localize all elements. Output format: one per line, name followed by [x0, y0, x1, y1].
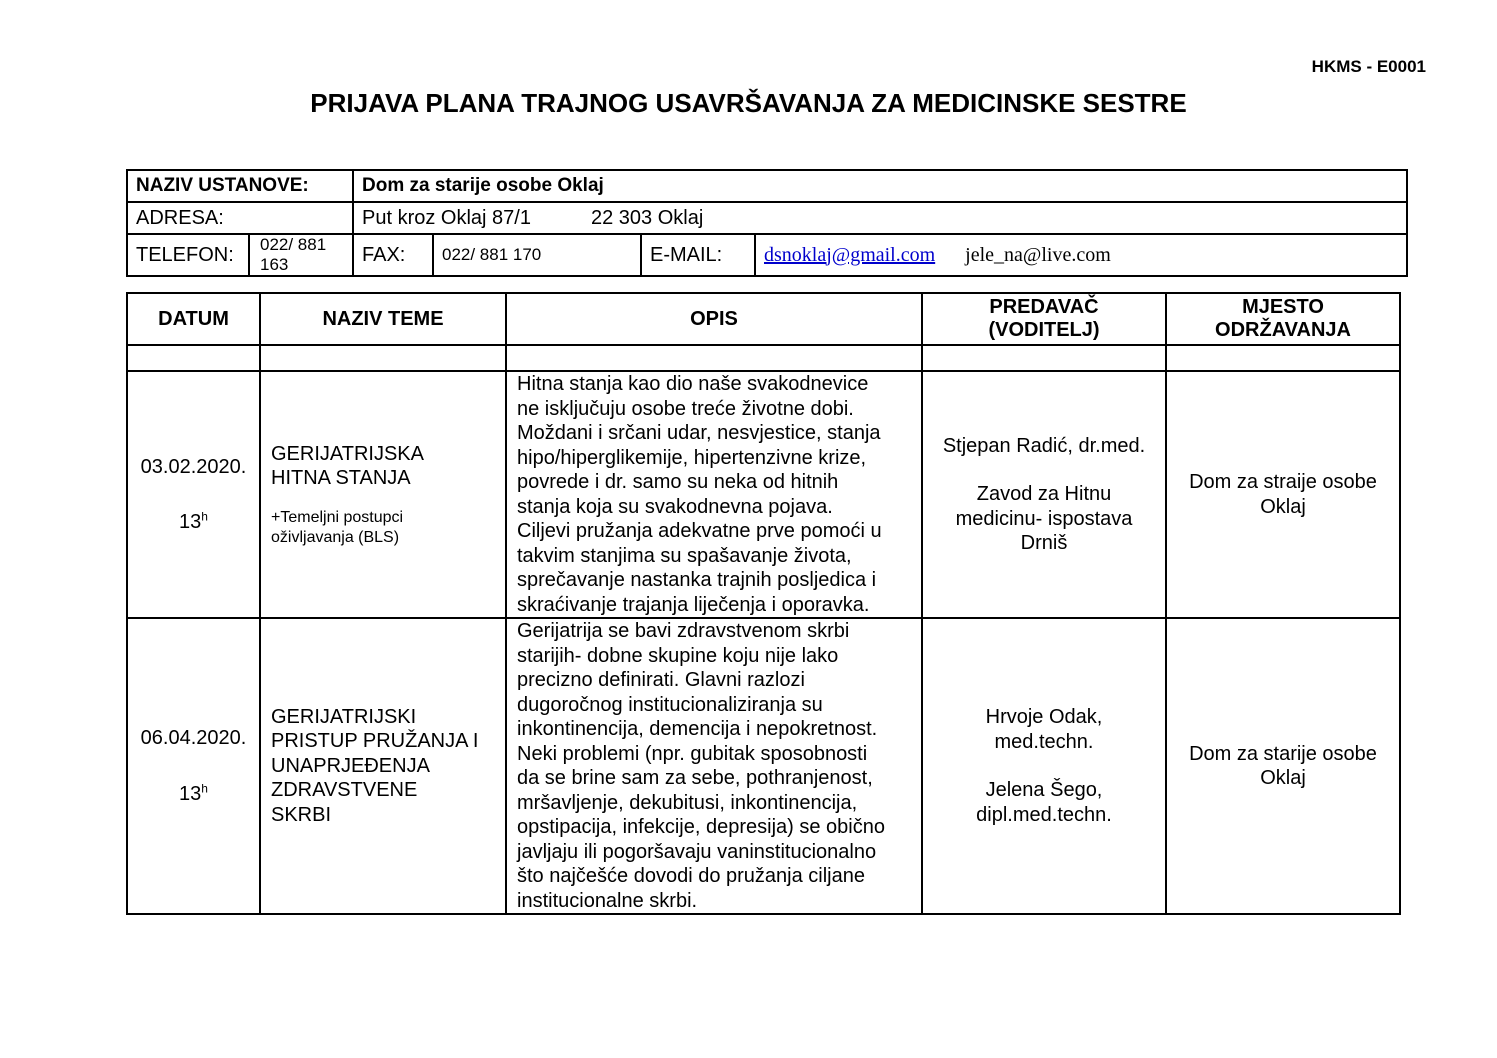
- row-time: 13$^h$: [179, 781, 208, 805]
- row-description-cell: [506, 618, 922, 914]
- row-date: 06.04.2020.: [140, 727, 247, 750]
- row-topic-cell: [260, 618, 506, 914]
- institution-info-table: [126, 169, 1408, 277]
- description-line: Ciljevi pružanja adekvatne prve pomoći u: [517, 520, 882, 542]
- row-lecturer-cell: [922, 618, 1166, 914]
- email-secondary: jele_na@live.com: [965, 243, 1111, 266]
- blank-cell: [260, 345, 506, 371]
- description-line: Neki problemi (npr. gubitak sposobnosti: [517, 742, 868, 765]
- row-venue-cell: [1166, 371, 1400, 618]
- header-topic: NAZIV TEME: [260, 293, 506, 345]
- description-line: institucionalne skrbi.: [517, 889, 698, 912]
- email-label: E-MAIL:: [641, 234, 755, 276]
- row-description: [517, 619, 913, 913]
- address-street: Put kroz Oklaj 87/1: [362, 206, 531, 229]
- lecturer-2: Jelena Šego, dipl.med.techn.: [976, 779, 1112, 826]
- row-topic-line: UNAPRJEĐENJA: [271, 754, 430, 777]
- blank-cell: [506, 345, 922, 371]
- lecturer-name: Stjepan Radić, dr.med.: [942, 434, 1146, 457]
- description-line: Gerijatrija se bavi zdravstvenom skrbi: [517, 620, 850, 642]
- institution-name-value: Dom za starije osobe Oklaj: [353, 170, 1407, 202]
- page-title: PRIJAVA PLANA TRAJNOG USAVRŠAVANJA ZA MEDICINSKE SESTRE: [310, 88, 1187, 118]
- blank-row: [127, 345, 1400, 371]
- email-link-primary[interactable]: dsnoklaj@gmail.com: [764, 243, 936, 266]
- row-topic-line: ZDRAVSTVENE: [271, 779, 418, 802]
- description-line: inkontinencija, demencija i nepokretnost.: [517, 718, 878, 740]
- plan-row: [127, 618, 1400, 914]
- description-line: takvim stanjima su spašavanje života,: [517, 544, 852, 567]
- description-line: dugoročnog institucionaliziranja su: [517, 693, 823, 716]
- fax-label: FAX:: [353, 234, 433, 276]
- description-line: povrede i dr. samo su neka od hitnih: [517, 471, 839, 493]
- plan-table-header: [127, 293, 1400, 345]
- row-topic-line: GERIJATRIJSKI: [271, 705, 417, 728]
- description-line: hipo/hiperglikemije, hipertenzivne krize,: [517, 446, 867, 469]
- description-line: sprečavanje nastanka trajnih posljedica i: [517, 569, 877, 591]
- phone-label: TELEFON:: [128, 235, 249, 275]
- contact-row: [127, 234, 1407, 276]
- description-line: što najčešće dovodi do pružanja ciljane: [517, 865, 865, 887]
- lecturer-1: Hrvoje Odak, med.techn.: [985, 706, 1103, 753]
- address-value: [353, 202, 1407, 234]
- institution-name-row: [127, 170, 1407, 202]
- plan-row: [127, 371, 1400, 618]
- header-venue: [1166, 293, 1400, 345]
- email-value: [755, 234, 1407, 276]
- document-code: HKMS - E0001: [1311, 57, 1426, 76]
- header-lecturer-line2: (VODITELJ): [988, 319, 1100, 341]
- row-date-cell: [127, 371, 260, 618]
- header-venue-line1: MJESTO: [1242, 296, 1324, 318]
- header-description: OPIS: [506, 293, 922, 345]
- row-description: [517, 372, 913, 617]
- row-topic-cell: [260, 371, 506, 618]
- description-line: Hitna stanja kao dio naše svakodnevice: [517, 373, 869, 395]
- lecturer-org: Zavod za Hitnu medicinu- ispostava Drniš: [955, 483, 1133, 554]
- blank-cell: [127, 345, 260, 371]
- address-row: [127, 202, 1407, 234]
- description-line: skraćivanje trajanja liječenja i oporavka.: [517, 593, 870, 616]
- header-date: DATUM: [127, 293, 260, 345]
- row-venue: Dom za straije osobe Oklaj: [1189, 471, 1377, 518]
- blank-cell: [922, 345, 1166, 371]
- row-date: 03.02.2020.: [140, 455, 247, 478]
- row-venue: Dom za starije osobe Oklaj: [1189, 742, 1377, 789]
- description-line: javljaju ili pogoršavaju vaninstitucionalno: [517, 840, 877, 863]
- row-topic-line: GERIJATRIJSKA: [271, 442, 424, 465]
- row-topic-line: HITNA STANJA: [271, 466, 411, 489]
- description-line: precizno definirati. Glavni razlozi: [517, 669, 805, 691]
- row-topic-sub: +Temeljni postupci oživljavanja (BLS): [271, 508, 404, 546]
- plan-table: [126, 292, 1401, 915]
- institution-name-label: NAZIV USTANOVE:: [127, 170, 353, 202]
- row-venue-cell: [1166, 618, 1400, 914]
- row-lecturer-cell: [922, 371, 1166, 618]
- contact-phone-cell: [127, 234, 353, 276]
- description-line: da se brine sam za sebe, pothranjenost,: [517, 767, 873, 789]
- description-line: ne isključuju osobe treće životne dobi.: [517, 397, 854, 420]
- row-description-cell: [506, 371, 922, 618]
- description-line: Moždani i srčani udar, nesvjestice, stanja: [517, 422, 881, 444]
- description-line: starijih- dobne skupine koju nije lako: [517, 644, 839, 667]
- description-line: mršavljenje, dekubitusi, inkontinencija,: [517, 791, 858, 814]
- header-venue-line2: ODRŽAVANJA: [1215, 319, 1351, 341]
- address-label: ADRESA:: [127, 202, 353, 234]
- row-topic-line: SKRBI: [271, 803, 332, 826]
- fax-value: 022/ 881 170: [433, 234, 641, 276]
- description-line: stanja koja su svakodnevna pojava.: [517, 495, 833, 518]
- phone-value: 022/ 881 163: [260, 235, 327, 274]
- header-lecturer: [922, 293, 1166, 345]
- row-date-cell: [127, 618, 260, 914]
- blank-cell: [1166, 345, 1400, 371]
- address-city: 22 303 Oklaj: [590, 206, 704, 229]
- row-time: 13$^h$: [179, 509, 208, 534]
- description-line: opstipacija, infekcije, depresija) se obično: [517, 816, 885, 838]
- row-topic-line: PRISTUP PRUŽANJA I: [271, 730, 479, 753]
- header-lecturer-line1: PREDAVAČ: [989, 296, 1099, 318]
